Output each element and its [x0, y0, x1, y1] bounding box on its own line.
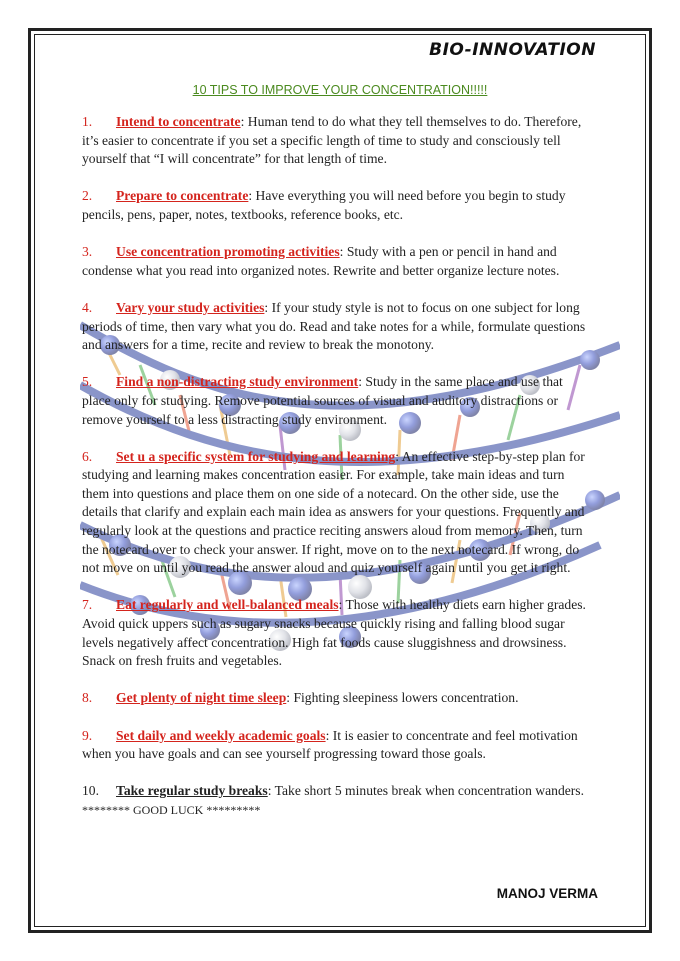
tip-body: : Human tend to do what they tell themselves to do. Therefore, it’s easier to concentrate if you set a specific length of time to study and consciously tell yourself that “I will concentrate” for that length of time.: [82, 114, 582, 167]
tip-heading: Eat regularly and well-balanced meals: [116, 597, 339, 613]
tip-heading: Prepare to concentrate: [116, 188, 249, 204]
tip-heading: Vary your study activities: [116, 299, 265, 315]
tips-list: [82, 113, 594, 820]
tip-number: 5.: [82, 374, 93, 390]
tip-number: 3.: [82, 244, 93, 260]
tip-8: [82, 689, 594, 708]
tip-body: : It is easier to concentrate and feel motivation when you have goals and can see yourself progressing toward those goals.: [82, 727, 578, 762]
tip-heading: Set daily and weekly academic goals: [116, 727, 326, 743]
tip-10: [82, 782, 594, 801]
tip-body: : An effective step-by-step plan for studying and learning makes concentration easier. For example, take main ideas and turn them into questions and place them on one side of a notecard. On the other side, use the details that clarify and explain each main idea as answers for your questions. Frequently and regularly look at the questions and practice reciting answers aloud from memory. Then, turn the notecard over to check your answer. If right, move on to the next notecard. If wrong, do not move on until you read the answer aloud and quiz yourself again until you get it right.: [82, 448, 585, 576]
tip-number: 10.: [82, 783, 99, 799]
tip-2: [82, 187, 594, 224]
tip-body: : Take short 5 minutes break when concentration wanders.: [267, 783, 584, 799]
tip-1: [82, 113, 594, 169]
tip-7: [82, 596, 594, 670]
tip-heading: Take regular study breaks: [116, 783, 268, 799]
tip-body: : Study in the same place and use that place only for studying. Remove potential sources of visual and auditory distractions or remove yourself to a less distracting study environment.: [82, 374, 563, 427]
tip-heading: Find a non-distracting study environment: [116, 374, 359, 390]
closing-line: ******** GOOD LUCK *********: [82, 802, 261, 817]
tip-body: : Those with healthy diets earn higher grades. Avoid quick uppers such as sugary snacks because quickly rising and falling blood sugar levels negatively affect concentration. High fat foods cause sluggishness and drowsiness. Snack on fresh fruits and vegetables.: [82, 597, 586, 669]
tip-3: [82, 243, 594, 280]
tip-body: : Study with a pen or pencil in hand and condense what you read into organized notes. Rewrite and better organize lecture notes.: [82, 244, 560, 278]
tip-number: 7.: [82, 597, 93, 613]
author-name: MANOJ VERMA: [496, 886, 598, 901]
tip-number: 9.: [82, 727, 93, 743]
tip-body: : If your study style is not to focus on one subject for long periods of time, then vary what you do. Read and take notes for a while, formulate questions and answers for a time, recite and review to break the monotony.: [82, 299, 586, 353]
tip-heading: Set u a specific system for studying and learning: [116, 448, 396, 464]
tip-number: 1.: [82, 114, 93, 129]
tip-body: : Fighting sleepiness lowers concentration.: [286, 690, 519, 706]
tip-number: 6.: [82, 448, 93, 464]
tip-heading: Use concentration promoting activities: [116, 244, 340, 260]
tip-4: [82, 299, 594, 355]
tip-number: 8.: [82, 690, 93, 706]
tip-body: : Have everything you will need before you begin to study pencils, pens, paper, notes, textbooks, reference books, etc.: [82, 188, 566, 222]
tip-heading: Get plenty of night time sleep: [116, 690, 287, 706]
tip-number: 4.: [82, 299, 93, 315]
tip-heading: Intend to concentrate: [116, 114, 241, 129]
tip-number: 2.: [82, 188, 93, 204]
tip-5: [82, 373, 594, 429]
brand-title: BIO-INNOVATION: [429, 40, 596, 60]
document-title: 10 TIPS TO IMPROVE YOUR CONCENTRATION!!!!!: [192, 83, 488, 97]
tip-6: [82, 448, 594, 578]
tip-9: [82, 727, 594, 764]
